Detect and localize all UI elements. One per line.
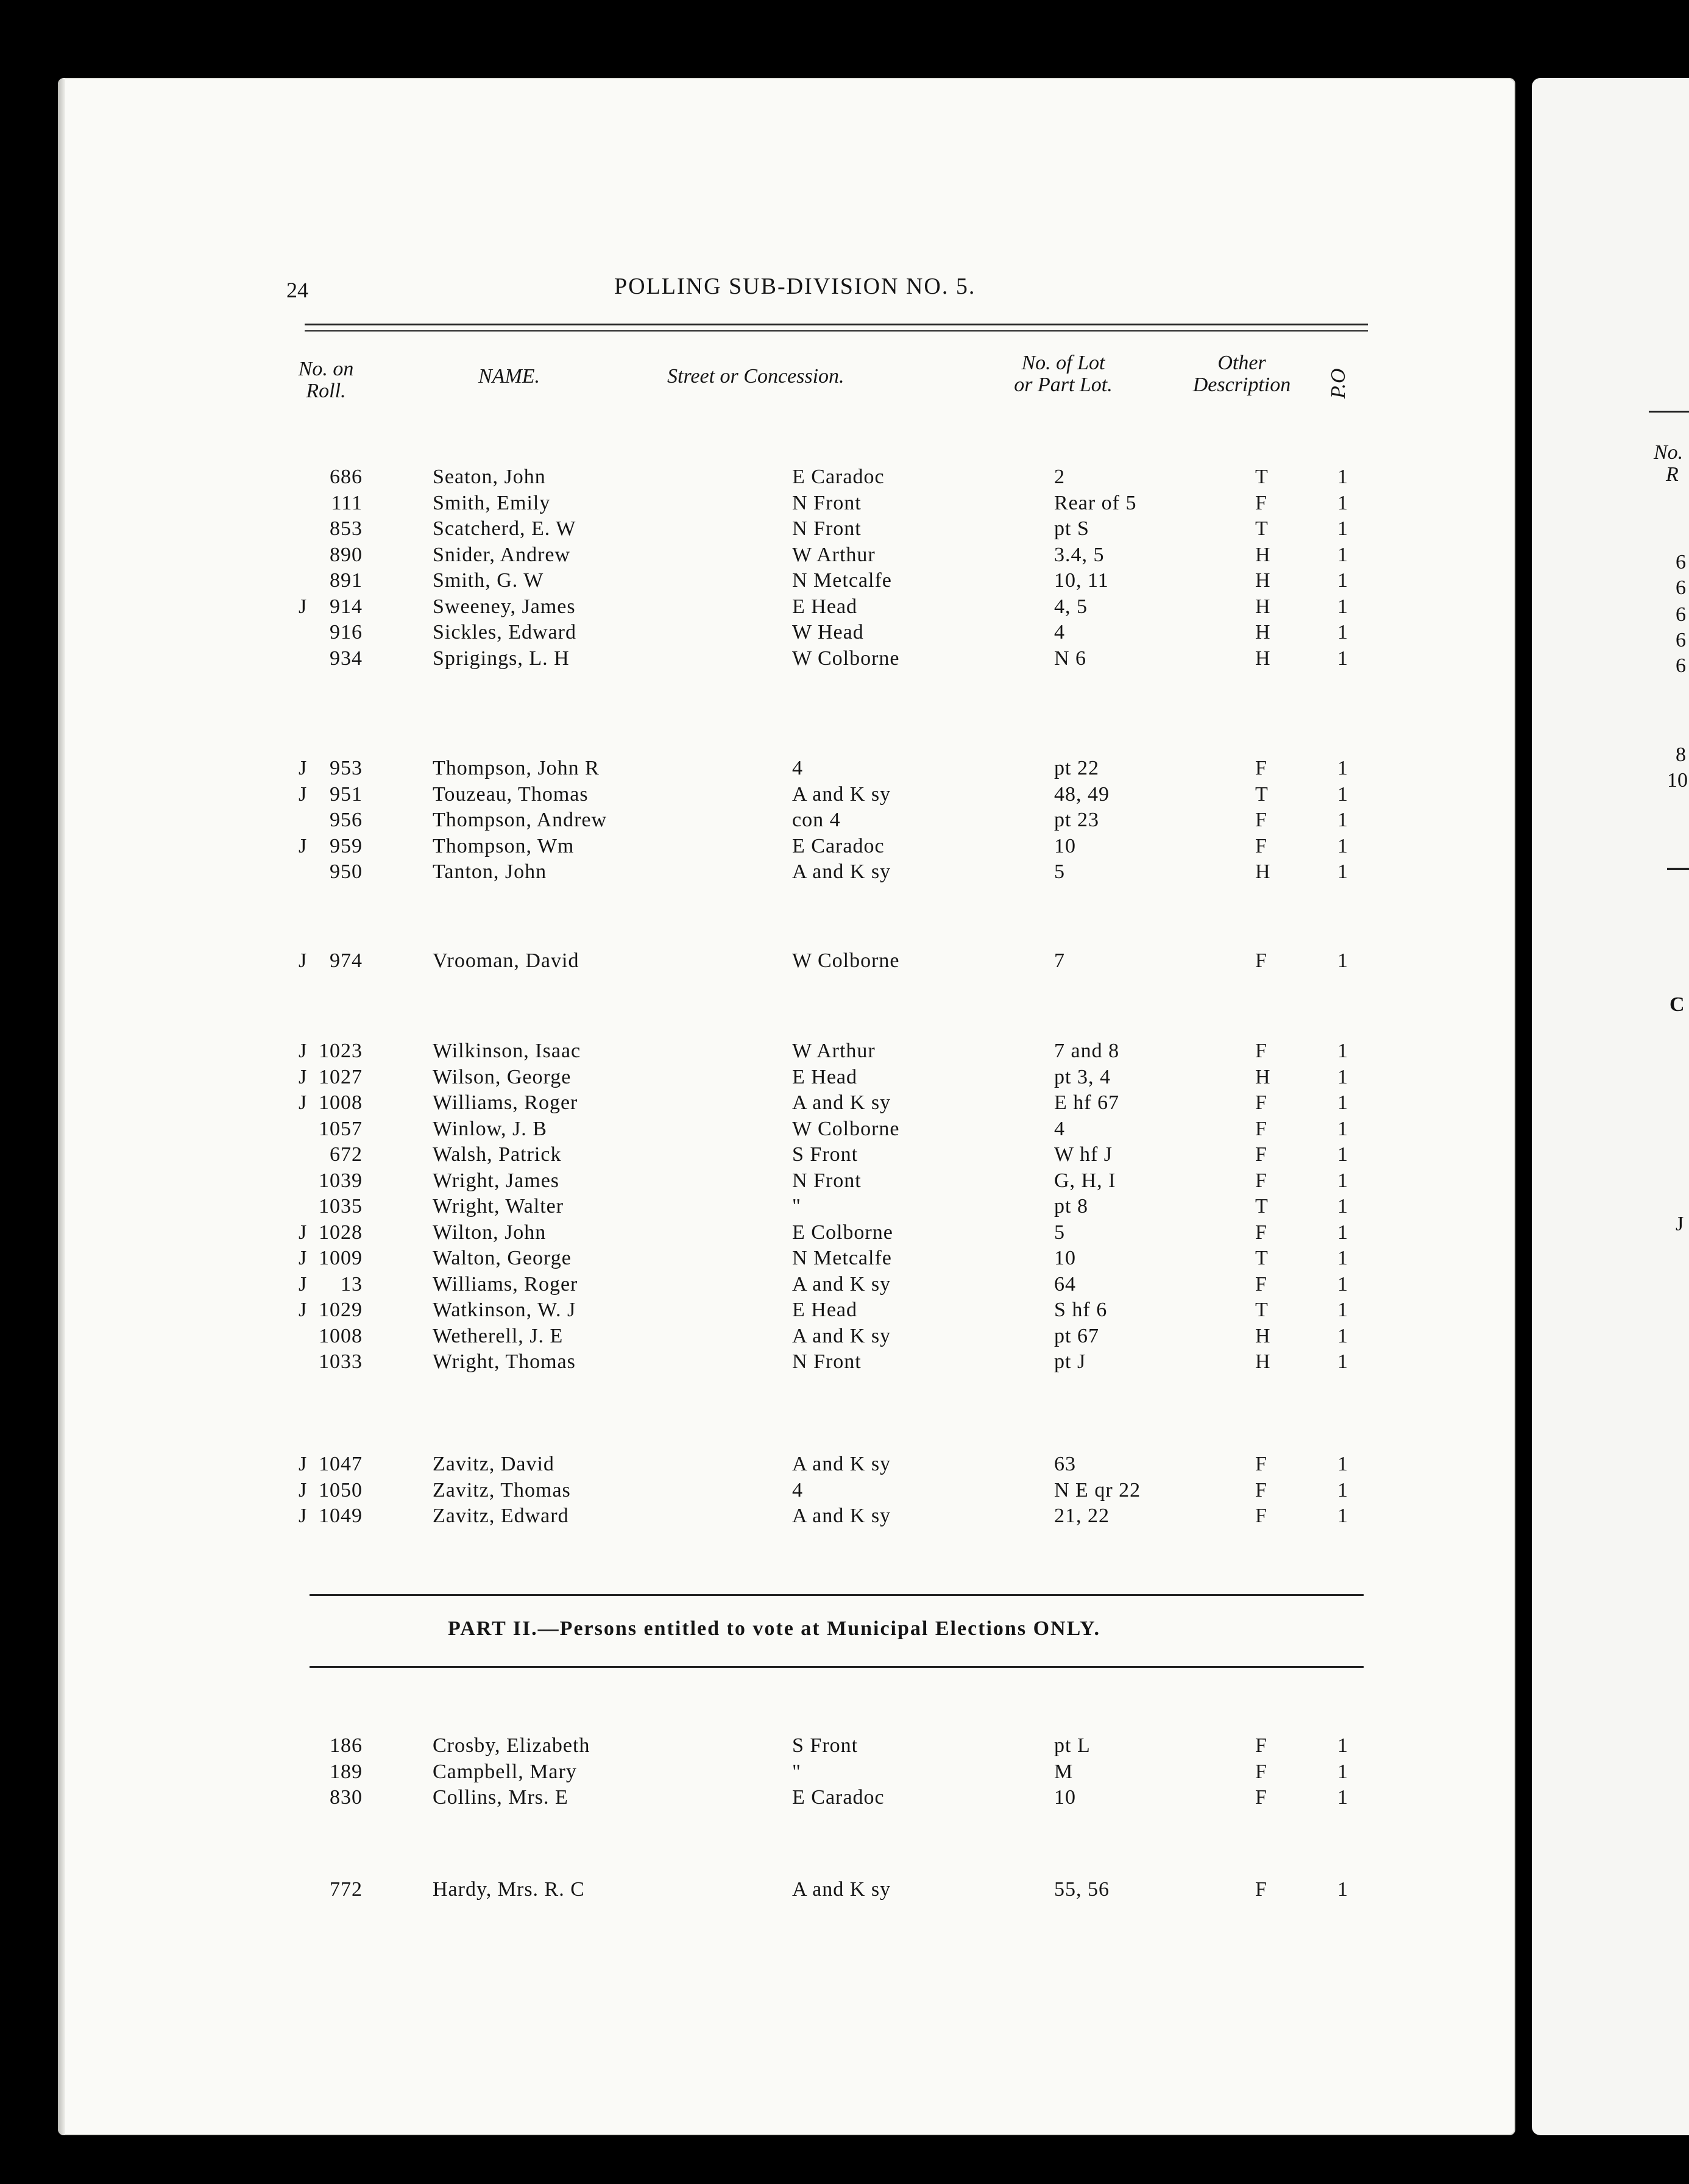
lot-number: G, H, I (1054, 1169, 1116, 1192)
table-row (280, 1299, 1377, 1323)
rp-digit: 10 (1667, 769, 1688, 792)
roll-number: 890 (330, 543, 363, 566)
lot-number: pt L (1054, 1734, 1091, 1757)
po-number: 1 (1337, 1143, 1348, 1166)
table-row (280, 1350, 1377, 1375)
table-row (280, 595, 1377, 620)
po-number: 1 (1337, 949, 1348, 972)
po-number: 1 (1337, 860, 1348, 883)
roll-number: 189 (330, 1760, 363, 1783)
roll-number: 1023 (319, 1040, 363, 1062)
lot-number: pt J (1054, 1350, 1086, 1373)
voter-name: Thompson, Andrew (433, 809, 607, 831)
roll-prefix-mark: J (299, 1299, 308, 1321)
lot-number: 10 (1054, 1786, 1076, 1809)
col-header-roll (286, 358, 366, 402)
po-number: 1 (1337, 757, 1348, 779)
street-or-concession: " (792, 1195, 801, 1218)
street-or-concession: E Head (792, 595, 858, 618)
other-description: F (1255, 1505, 1267, 1527)
other-description: F (1255, 491, 1267, 514)
voter-name: Zavitz, Thomas (433, 1478, 571, 1502)
table-row (280, 1325, 1377, 1349)
col-header-desc-line1: Other (1217, 352, 1266, 374)
street-or-concession: W Head (792, 621, 864, 644)
lot-number: Rear of 5 (1054, 491, 1137, 514)
table-row (280, 1118, 1377, 1142)
po-number: 1 (1337, 782, 1348, 806)
lot-number: N E qr 22 (1054, 1478, 1141, 1502)
page-number: 24 (286, 278, 308, 302)
lot-number: 5 (1054, 860, 1065, 883)
street-or-concession: 4 (792, 1478, 803, 1502)
po-number: 1 (1337, 1272, 1348, 1296)
other-description: H (1255, 1065, 1271, 1088)
roll-number: 934 (330, 647, 363, 670)
table-row (280, 1734, 1377, 1759)
lot-number: 21, 22 (1054, 1505, 1110, 1527)
street-or-concession: W Colborne (792, 949, 900, 972)
street-or-concession: E Caradoc (792, 1786, 885, 1809)
roll-number: 951 (330, 782, 363, 806)
roll-number: 950 (330, 860, 363, 883)
voter-name: Hardy, Mrs. R. C (433, 1878, 585, 1901)
table-row (280, 1878, 1377, 1902)
po-number: 1 (1337, 1117, 1348, 1140)
voter-name: Wetherell, J. E (433, 1324, 564, 1347)
other-description: T (1255, 1195, 1269, 1218)
roll-prefix-mark: J (299, 1065, 308, 1088)
header-rule (305, 330, 1368, 332)
street-or-concession: S Front (792, 1734, 859, 1757)
voter-name: Sickles, Edward (433, 621, 576, 644)
po-number: 1 (1337, 1453, 1348, 1475)
other-description: F (1255, 1760, 1267, 1783)
roll-prefix-mark: J (299, 1478, 308, 1502)
table-row (280, 569, 1377, 594)
po-number: 1 (1337, 834, 1348, 857)
rp-digit: 6 (1676, 629, 1686, 651)
lot-number: 5 (1054, 1221, 1065, 1244)
adjacent-page-fragment (1532, 78, 1689, 2135)
table-row (280, 949, 1377, 974)
roll-number: 956 (330, 809, 363, 831)
lot-number: E hf 67 (1054, 1091, 1120, 1114)
roll-prefix-mark: J (299, 1247, 308, 1269)
table-row (280, 1453, 1377, 1477)
po-number: 1 (1337, 1878, 1348, 1901)
street-or-concession: con 4 (792, 809, 841, 831)
voter-name: Thompson, Wm (433, 834, 575, 857)
po-number: 1 (1337, 621, 1348, 644)
street-or-concession: A and K sy (792, 1453, 891, 1475)
col-header-lot-line2: or Part Lot. (1014, 374, 1113, 396)
lot-number: 10, 11 (1054, 569, 1109, 592)
table-row (280, 1221, 1377, 1246)
col-header-street: Street or Concession. (667, 365, 845, 388)
roll-number: 916 (330, 621, 363, 644)
voter-name: Walsh, Patrick (433, 1143, 562, 1166)
roll-prefix-mark: J (299, 949, 308, 972)
other-description: T (1255, 782, 1269, 806)
lot-number: 48, 49 (1054, 782, 1110, 806)
roll-prefix-mark: J (299, 1505, 308, 1527)
roll-number: 1050 (319, 1478, 363, 1502)
col-header-name: NAME. (478, 365, 540, 388)
other-description: F (1255, 1221, 1267, 1244)
roll-number: 1008 (319, 1091, 363, 1114)
other-description: F (1255, 1143, 1267, 1166)
other-description: F (1255, 949, 1267, 972)
street-or-concession: W Arthur (792, 1040, 876, 1062)
po-number: 1 (1337, 1299, 1348, 1321)
voter-name: Zavitz, David (433, 1453, 554, 1475)
table-row (280, 1479, 1377, 1503)
roll-number: 974 (330, 949, 363, 972)
po-number: 1 (1337, 1195, 1348, 1218)
po-number: 1 (1337, 1221, 1348, 1244)
street-or-concession: A and K sy (792, 1091, 891, 1114)
roll-number: 953 (330, 757, 363, 779)
other-description: F (1255, 1040, 1267, 1062)
roll-number: 1008 (319, 1324, 363, 1347)
table-row (280, 544, 1377, 568)
street-or-concession: S Front (792, 1143, 859, 1166)
roll-number: 772 (330, 1878, 363, 1901)
lot-number: 4, 5 (1054, 595, 1088, 618)
voter-name: Thompson, John R (433, 757, 600, 779)
other-description: H (1255, 595, 1271, 618)
lot-number: pt 23 (1054, 809, 1099, 831)
roll-number: 830 (330, 1786, 363, 1809)
po-number: 1 (1337, 1169, 1348, 1192)
roll-number: 853 (330, 517, 363, 540)
street-or-concession: E Head (792, 1299, 858, 1321)
lot-number: 7 and 8 (1054, 1040, 1120, 1062)
lot-number: 55, 56 (1054, 1878, 1110, 1901)
part2-top-rule (310, 1594, 1364, 1596)
street-or-concession: A and K sy (792, 1324, 891, 1347)
roll-number: 13 (341, 1272, 363, 1296)
voter-name: Sweeney, James (433, 595, 576, 618)
voter-name: Collins, Mrs. E (433, 1786, 568, 1809)
street-or-concession: W Colborne (792, 647, 900, 670)
roll-number: 186 (330, 1734, 363, 1757)
rp-letter: J (1676, 1213, 1684, 1235)
lot-number: pt 8 (1054, 1195, 1088, 1218)
table-row (280, 1040, 1377, 1064)
other-description: H (1255, 569, 1271, 592)
table-row (280, 860, 1377, 885)
rp-digit: 8 (1676, 743, 1686, 766)
other-description: F (1255, 1734, 1267, 1757)
lot-number: S hf 6 (1054, 1299, 1108, 1321)
part2-heading: PART II.—Persons entitled to vote at Municipal Elections ONLY. (448, 1617, 1101, 1640)
col-header-lot (984, 352, 1142, 396)
rp-rule (1649, 411, 1689, 413)
other-description: H (1255, 860, 1271, 883)
other-description: F (1255, 1272, 1267, 1296)
roll-number: 1049 (319, 1505, 363, 1527)
roll-prefix-mark: J (299, 1221, 308, 1244)
page-title: POLLING SUB-DIVISION NO. 5. (614, 274, 976, 299)
voter-name: Williams, Roger (433, 1091, 578, 1114)
col-header-lot-line1: No. of Lot (1021, 352, 1105, 374)
roll-number: 1035 (319, 1195, 363, 1218)
col-header-roll-line2: Roll. (306, 380, 346, 402)
roll-prefix-mark: J (299, 782, 308, 806)
rp-digit: 6 (1676, 654, 1686, 677)
po-number: 1 (1337, 517, 1348, 540)
other-description: F (1255, 757, 1267, 779)
roll-number: 891 (330, 569, 363, 592)
lot-number: W hf J (1054, 1143, 1113, 1166)
street-or-concession: E Caradoc (792, 834, 885, 857)
street-or-concession: N Front (792, 1169, 862, 1192)
other-description: F (1255, 809, 1267, 831)
roll-prefix-mark: J (299, 757, 308, 779)
other-description: H (1255, 1350, 1271, 1373)
street-or-concession: N Metcalfe (792, 1247, 892, 1269)
page-binding-edge (58, 78, 65, 2135)
voter-name: Zavitz, Edward (433, 1505, 569, 1527)
roll-number: 1029 (319, 1299, 363, 1321)
street-or-concession: E Caradoc (792, 466, 885, 488)
table-row (280, 1169, 1377, 1194)
voter-name: Williams, Roger (433, 1272, 578, 1296)
other-description: F (1255, 1478, 1267, 1502)
other-description: F (1255, 1786, 1267, 1809)
table-row (280, 1505, 1377, 1529)
rp-header-line2: R (1666, 463, 1679, 486)
street-or-concession: A and K sy (792, 782, 891, 806)
street-or-concession: A and K sy (792, 1878, 891, 1901)
table-row (280, 1143, 1377, 1168)
voter-name: Watkinson, W. J (433, 1299, 576, 1321)
roll-prefix-mark: J (299, 834, 308, 857)
voter-name: Campbell, Mary (433, 1760, 577, 1783)
other-description: T (1255, 1299, 1269, 1321)
table-row (280, 492, 1377, 516)
street-or-concession: W Colborne (792, 1117, 900, 1140)
lot-number: pt 3, 4 (1054, 1065, 1111, 1088)
other-description: H (1255, 647, 1271, 670)
rp-rule (1667, 868, 1689, 870)
po-number: 1 (1337, 569, 1348, 592)
other-description: T (1255, 517, 1269, 540)
col-header-po: P.O (1327, 368, 1350, 399)
table-row (280, 757, 1377, 781)
col-header-desc (1169, 352, 1315, 396)
roll-prefix-mark: J (299, 595, 308, 618)
col-header-desc-line2: Description (1192, 374, 1291, 396)
roll-number: 1027 (319, 1065, 363, 1088)
lot-number: N 6 (1054, 647, 1087, 670)
po-number: 1 (1337, 466, 1348, 488)
other-description: F (1255, 834, 1267, 857)
table-row (280, 1195, 1377, 1219)
voter-name: Seaton, John (433, 466, 546, 488)
lot-number: 3.4, 5 (1054, 543, 1105, 566)
po-number: 1 (1337, 647, 1348, 670)
voter-name: Touzeau, Thomas (433, 782, 589, 806)
other-description: H (1255, 1324, 1271, 1347)
lot-number: pt 22 (1054, 757, 1099, 779)
table-row (280, 621, 1377, 645)
voter-name: Sprigings, L. H (433, 647, 570, 670)
roll-number: 111 (331, 491, 363, 514)
po-number: 1 (1337, 1760, 1348, 1783)
voter-name: Wright, Thomas (433, 1350, 576, 1373)
roll-number: 959 (330, 834, 363, 857)
other-description: F (1255, 1169, 1267, 1192)
po-number: 1 (1337, 1786, 1348, 1809)
roll-prefix-mark: J (299, 1453, 308, 1475)
rp-header-line1: No. (1654, 441, 1684, 464)
roll-prefix-mark: J (299, 1040, 308, 1062)
street-or-concession: " (792, 1760, 801, 1783)
roll-number: 914 (330, 595, 363, 618)
voter-name: Wright, James (433, 1169, 560, 1192)
rp-digit: 6 (1676, 603, 1686, 626)
header-rule (305, 324, 1368, 325)
voter-name: Walton, George (433, 1247, 572, 1269)
other-description: T (1255, 1247, 1269, 1269)
voter-name: Wilkinson, Isaac (433, 1040, 581, 1062)
voter-name: Snider, Andrew (433, 543, 571, 566)
table-row (280, 466, 1377, 490)
lot-number: 64 (1054, 1272, 1076, 1296)
street-or-concession: W Arthur (792, 543, 876, 566)
street-or-concession: A and K sy (792, 1505, 891, 1527)
po-number: 1 (1337, 809, 1348, 831)
other-description: F (1255, 1878, 1267, 1901)
other-description: H (1255, 543, 1271, 566)
table-row (280, 835, 1377, 859)
voter-name: Wilton, John (433, 1221, 547, 1244)
rp-digit: 6 (1676, 576, 1686, 599)
table-row (280, 809, 1377, 833)
roll-number: 1057 (319, 1117, 363, 1140)
table-row (280, 1247, 1377, 1271)
other-description: H (1255, 621, 1271, 644)
table-row (280, 1091, 1377, 1116)
roll-number: 1033 (319, 1350, 363, 1373)
street-or-concession: N Front (792, 517, 862, 540)
street-or-concession: A and K sy (792, 1272, 891, 1296)
street-or-concession: A and K sy (792, 860, 891, 883)
other-description: F (1255, 1453, 1267, 1475)
lot-number: M (1054, 1760, 1074, 1783)
lot-number: pt S (1054, 517, 1089, 540)
col-header-roll-line1: No. on (298, 358, 354, 380)
voter-name: Crosby, Elizabeth (433, 1734, 590, 1757)
voter-name: Smith, G. W (433, 569, 544, 592)
roll-number: 672 (330, 1143, 363, 1166)
po-number: 1 (1337, 543, 1348, 566)
roll-prefix-mark: J (299, 1272, 308, 1296)
street-or-concession: E Head (792, 1065, 858, 1088)
po-number: 1 (1337, 595, 1348, 618)
voter-name: Wright, Walter (433, 1195, 564, 1218)
roll-number: 1047 (319, 1453, 363, 1475)
street-or-concession: N Front (792, 491, 862, 514)
voter-name: Smith, Emily (433, 491, 551, 514)
po-number: 1 (1337, 1478, 1348, 1502)
po-number: 1 (1337, 1505, 1348, 1527)
street-or-concession: 4 (792, 757, 803, 779)
po-number: 1 (1337, 1247, 1348, 1269)
table-row (280, 647, 1377, 672)
part2-bottom-rule (310, 1666, 1364, 1668)
roll-prefix-mark: J (299, 1091, 308, 1114)
table-row (280, 1066, 1377, 1090)
other-description: F (1255, 1091, 1267, 1114)
po-number: 1 (1337, 1350, 1348, 1373)
voter-name: Winlow, J. B (433, 1117, 547, 1140)
table-row (280, 1786, 1377, 1810)
street-or-concession: E Colborne (792, 1221, 893, 1244)
street-or-concession: N Metcalfe (792, 569, 892, 592)
po-number: 1 (1337, 491, 1348, 514)
roll-number: 1009 (319, 1247, 363, 1269)
rp-digit: 6 (1676, 551, 1686, 573)
lot-number: 4 (1054, 1117, 1065, 1140)
roll-number: 1028 (319, 1221, 363, 1244)
po-number: 1 (1337, 1040, 1348, 1062)
po-number: 1 (1337, 1324, 1348, 1347)
po-number: 1 (1337, 1065, 1348, 1088)
po-number: 1 (1337, 1734, 1348, 1757)
other-description: F (1255, 1117, 1267, 1140)
roll-number: 1039 (319, 1169, 363, 1192)
table-row (280, 783, 1377, 807)
voter-name: Vrooman, David (433, 949, 579, 972)
roll-number: 686 (330, 466, 363, 488)
po-number: 1 (1337, 1091, 1348, 1114)
lot-number: 63 (1054, 1453, 1076, 1475)
table-row (280, 1760, 1377, 1785)
street-or-concession: N Front (792, 1350, 862, 1373)
lot-number: pt 67 (1054, 1324, 1099, 1347)
voter-name: Wilson, George (433, 1065, 572, 1088)
lot-number: 4 (1054, 621, 1065, 644)
table-row (280, 517, 1377, 542)
lot-number: 7 (1054, 949, 1065, 972)
other-description: T (1255, 466, 1269, 488)
rp-letter: C (1670, 993, 1685, 1016)
lot-number: 10 (1054, 834, 1076, 857)
voter-name: Scatcherd, E. W (433, 517, 576, 540)
voter-name: Tanton, John (433, 860, 547, 883)
lot-number: 10 (1054, 1247, 1076, 1269)
table-row (280, 1273, 1377, 1297)
lot-number: 2 (1054, 466, 1065, 488)
